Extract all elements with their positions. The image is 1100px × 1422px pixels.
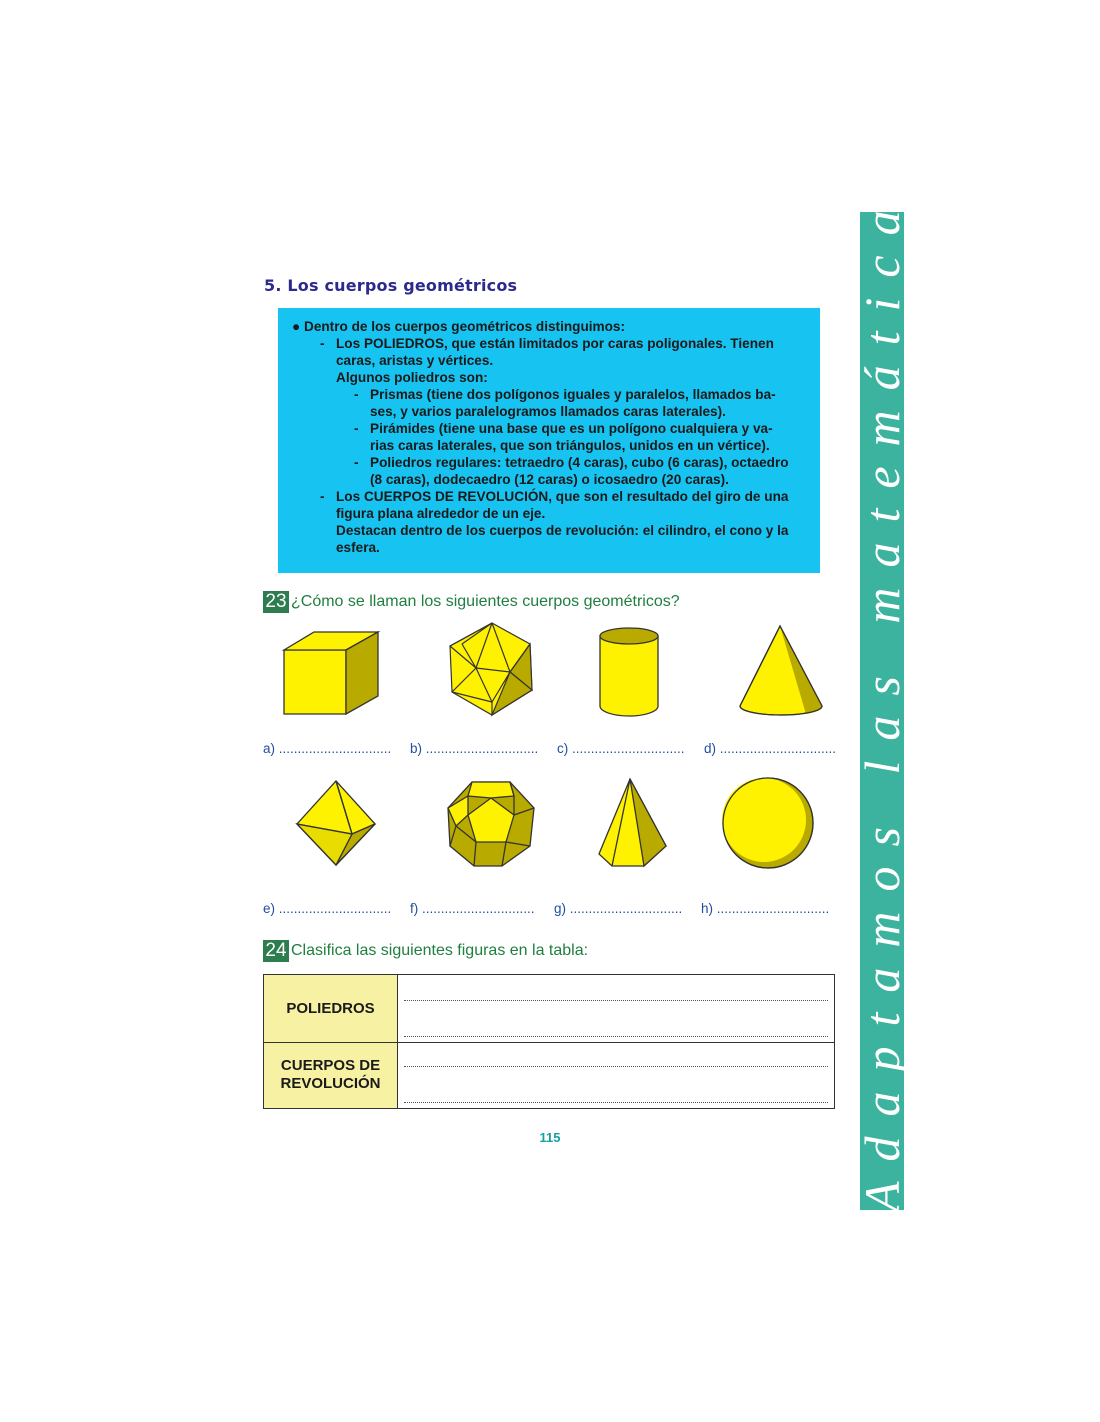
- row-label-poliedros: POLIEDROS: [264, 975, 398, 1042]
- page-number: 115: [539, 1130, 561, 1145]
- info-line: - Pirámides (tiene una base que es un polígono cualquiera y va-: [354, 421, 773, 436]
- info-box: [278, 308, 820, 573]
- answer-line-poliedros-2[interactable]: [404, 1036, 828, 1037]
- answer-g[interactable]: g) ..............................: [554, 901, 683, 916]
- info-line: esfera.: [336, 540, 380, 555]
- dash-icon: -: [320, 489, 325, 504]
- dash-icon: -: [354, 421, 359, 436]
- info-line: - Los POLIEDROS, que están limitados por caras poligonales. Tienen: [320, 336, 774, 351]
- info-line: - Los CUERPOS DE REVOLUCIÓN, que son el resultado del giro de una: [320, 489, 789, 504]
- row-label-cuerpos-revolucion: CUERPOS DE REVOLUCIÓN: [264, 1042, 398, 1108]
- dash-icon: -: [354, 455, 359, 470]
- answer-f[interactable]: f) ..............................: [410, 901, 535, 916]
- info-line: Destacan dentro de los cuerpos de revolución: el cilindro, el cono y la: [336, 523, 789, 538]
- info-line: figura plana alrededor de un eje.: [336, 506, 546, 521]
- exercise-24-question: Clasifica las siguientes figuras en la tabla:: [291, 942, 589, 959]
- answer-e[interactable]: e) ..............................: [263, 901, 392, 916]
- answer-line-revolucion-1[interactable]: [404, 1066, 828, 1067]
- pyramid-icon: [596, 776, 670, 870]
- info-line: Algunos poliedros son:: [336, 370, 488, 385]
- dash-icon: -: [320, 336, 325, 351]
- sphere-icon: [720, 776, 816, 870]
- cone-icon: [736, 622, 826, 720]
- cylinder-icon: [594, 624, 664, 720]
- info-line: - Poliedros regulares: tetraedro (4 caras), cubo (6 caras), octaedro: [354, 455, 789, 470]
- answer-line-revolucion-2[interactable]: [404, 1102, 828, 1103]
- dodecahedron-icon: [444, 776, 538, 870]
- cube-icon: [280, 628, 384, 718]
- section-title: 5. Los cuerpos geométricos: [264, 276, 518, 295]
- info-line: ses, y varios paralelogramos llamados caras laterales).: [370, 404, 726, 419]
- bullet-icon: ●: [292, 319, 301, 334]
- info-line: - Prismas (tiene dos polígonos iguales y paralelos, llamados ba-: [354, 387, 776, 402]
- answer-a[interactable]: a) ..............................: [263, 741, 392, 756]
- octahedron-icon: [294, 778, 378, 868]
- exercise-number-23: 23: [263, 591, 289, 613]
- info-line: ● Dentro de los cuerpos geométricos distinguimos:: [292, 319, 626, 334]
- answer-h[interactable]: h) ..............................: [701, 901, 830, 916]
- side-band: [854, 150, 910, 1212]
- answer-c[interactable]: c) ..............................: [557, 741, 685, 756]
- answer-b[interactable]: b) ..............................: [410, 741, 539, 756]
- answer-d[interactable]: d) ...............................: [704, 741, 837, 756]
- info-line: caras, aristas y vértices.: [336, 353, 494, 368]
- info-line: rias caras laterales, que son triángulos, unidos en un vértice).: [370, 438, 770, 453]
- exercise-23-question: ¿Cómo se llaman los siguientes cuerpos geométricos?: [291, 593, 680, 610]
- exercise-number-24: 24: [263, 940, 289, 962]
- side-band-text: Adaptamos las matemáticas: [854, 150, 910, 1212]
- table-divider: [264, 1042, 834, 1043]
- classification-table: [263, 974, 835, 1109]
- info-line: (8 caras), dodecaedro (12 caras) o icosaedro (20 caras).: [370, 472, 729, 487]
- icosahedron-icon: [446, 620, 536, 718]
- dash-icon: -: [354, 387, 359, 402]
- answer-line-poliedros-1[interactable]: [404, 1000, 828, 1001]
